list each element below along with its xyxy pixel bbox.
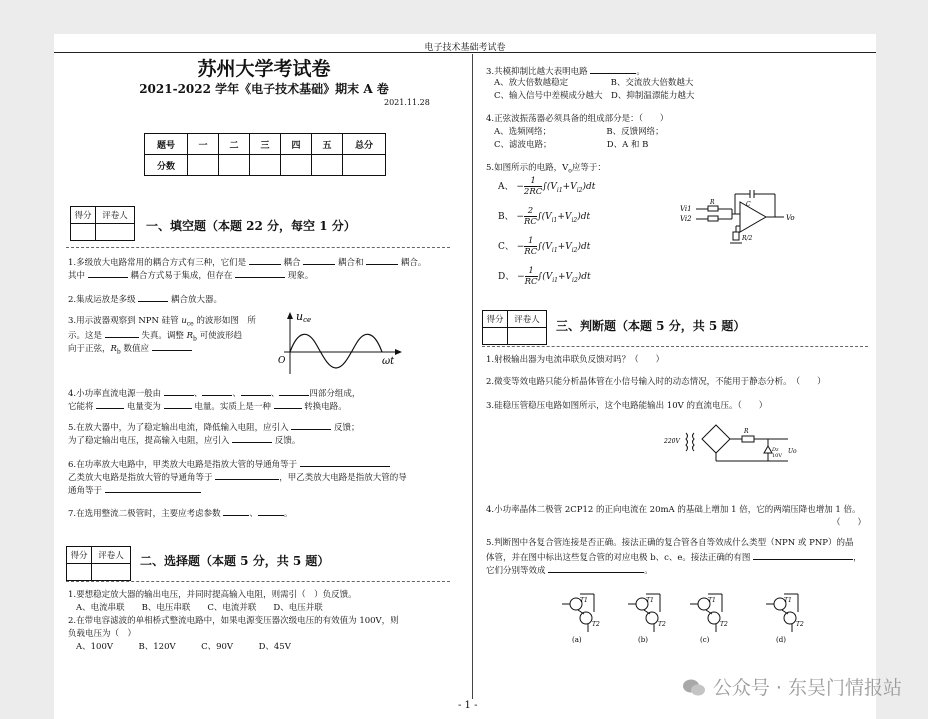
t2-label: T2 <box>592 621 600 628</box>
blank <box>303 255 335 265</box>
q-text: 它能将 <box>68 402 94 412</box>
q-text: 转换电路。 <box>304 402 347 412</box>
zener-voltage-label: 10V <box>772 453 782 459</box>
q-subscript: o <box>568 167 572 175</box>
waveform-curve <box>290 334 382 368</box>
score-header-cell: 一 <box>188 134 219 155</box>
figure-a-caption: (a) <box>572 636 582 644</box>
grader-box <box>70 206 135 241</box>
score-cell <box>219 155 250 176</box>
exam-date: 2021.11.28 <box>384 98 430 107</box>
q-text: 数值应 <box>120 344 149 354</box>
score-cell <box>343 155 386 176</box>
section-separator <box>66 247 450 248</box>
grader-score-label: 得分 <box>71 207 96 224</box>
fraction <box>525 266 538 287</box>
q-text: ， <box>853 553 862 563</box>
q-text: 5.在放大器中，为了稳定输出电流，降低输入电阻，应引入 <box>68 423 289 433</box>
q-text: 电量变为 <box>126 402 161 412</box>
choice-q3 <box>486 64 645 78</box>
arrow-icon <box>395 349 402 355</box>
q-text: 耦合放大器。 <box>171 295 223 305</box>
q-text: 、 <box>232 389 241 399</box>
subscript: i1 <box>552 276 558 284</box>
q-text: 耦合 <box>283 258 301 268</box>
grader-name-label: 评卷人 <box>96 207 135 224</box>
fill-q4-line1 <box>68 386 360 400</box>
watermark-text: 公众号 · 东吴门情报站 <box>712 676 902 699</box>
grader-score-label: 得分 <box>67 547 92 564</box>
opamp-symbol <box>740 202 766 232</box>
judge-q2: 2.微变等效电路只能分析晶体管在小信号输入时的动态情况，不能用于静态分析。 （ ） <box>486 377 826 387</box>
option-label: A、 <box>498 182 514 192</box>
q-subscript: b <box>116 348 121 356</box>
bridge-rectifier <box>702 425 730 453</box>
choice-q3-ab: A、放大倍数越稳定 B、交流放大倍数越大 <box>494 78 694 88</box>
blank <box>96 399 124 409</box>
integral-text: )dt <box>577 242 591 252</box>
option-a-formula: A、 − $\frac{1}{2RC}$ $\int(V_{i1}+V_{i2})dt$ <box>498 176 596 197</box>
q-symbol: R <box>186 331 194 341</box>
q-text: 2.集成运放是多级 <box>68 295 136 305</box>
score-cell <box>281 155 312 176</box>
subscript: i1 <box>551 246 558 254</box>
wechat-icon <box>681 675 707 701</box>
watermark <box>681 673 902 702</box>
running-header: 电子技术基础考试卷 <box>424 43 506 53</box>
grader-name-label: 评卷人 <box>92 547 131 564</box>
q-text: 失真。调整 <box>141 331 187 341</box>
column-divider <box>472 54 473 699</box>
grader-cell <box>483 328 508 345</box>
subscript: i1 <box>551 216 558 224</box>
q-text: 向于正弦， <box>68 344 111 354</box>
score-header-cell: 二 <box>219 134 250 155</box>
transformer-primary <box>686 433 688 451</box>
t2-label: T2 <box>658 621 666 628</box>
resistor <box>708 206 718 211</box>
subscript: i2 <box>571 216 578 224</box>
wave-x-label: ωt <box>382 356 395 367</box>
integral-text: +V <box>557 272 573 282</box>
choice-q2-line1: 2.在带电容滤波的单相桥式整流电路中，如果电源变压器次级电压的有效值为 100V，则 <box>68 616 399 626</box>
q-text: 7.在选用整流二极管时，主要应考虑参数 <box>68 509 221 519</box>
blank <box>590 64 636 74</box>
fill-q5-line2 <box>68 433 300 447</box>
numerator: 1 <box>525 266 538 277</box>
blank <box>235 268 285 278</box>
zener-diode <box>764 446 772 453</box>
score-cell <box>312 155 343 176</box>
choice-q2-line2: 负载电压为（ ） <box>68 629 137 639</box>
q-text: 为了稳定输出电压，提高输入电阻，应引入 <box>68 436 230 446</box>
figure-a <box>562 594 600 644</box>
denominator: RC <box>524 217 537 227</box>
r2-label: R/2 <box>742 235 753 242</box>
denominator: RC <box>524 247 538 257</box>
blank <box>291 420 331 430</box>
fill-q1-line1 <box>68 255 426 269</box>
judge-q4: 4.小功率晶体二极管 2CP12 的正向电流在 20mA 的基础上增加 1 倍，它的两端压降也增加 1 倍。 <box>486 505 861 515</box>
fraction <box>524 206 537 227</box>
subscript: i2 <box>572 276 578 284</box>
wire <box>644 610 650 614</box>
fill-q6-line3 <box>68 483 201 497</box>
grader-score-label: 得分 <box>483 311 508 328</box>
q-symbol: u <box>181 316 187 326</box>
q-text: 、 <box>270 389 280 399</box>
judge-q1: 1.射极输出器为电流串联负反馈对吗？（ ） <box>486 355 665 365</box>
grader-name-label: 评卷人 <box>508 311 547 328</box>
q-text: 可使波形趋 <box>196 331 243 341</box>
uce-waveform-figure <box>276 310 404 376</box>
score-header-cell: 三 <box>250 134 281 155</box>
uo-label: Uo <box>788 448 797 455</box>
fill-q4-line2 <box>68 399 347 413</box>
exam-subtitle: 2021-2022 学年《电子技术基础》期末 A 卷 <box>139 82 389 96</box>
subscript: i2 <box>576 186 583 194</box>
blank <box>215 470 279 480</box>
integral-text: ∫(V <box>537 242 552 252</box>
transformer-secondary <box>693 433 695 451</box>
q-text: 电量。实质上是一种 <box>194 402 271 412</box>
blank <box>548 563 644 573</box>
compound-transistor-figures <box>554 590 814 644</box>
t1-label: T1 <box>784 597 792 604</box>
transistor-t2 <box>784 612 796 624</box>
blank <box>753 550 853 560</box>
integral-text: ∫(V <box>536 212 552 222</box>
choice-q3-cd: C、输入信号中差模成分越大 D、抑制温漂能力越大 <box>494 91 695 101</box>
fraction <box>524 176 542 197</box>
q-text: 5.如图所示的电路，V <box>486 163 569 173</box>
score-table <box>144 133 386 176</box>
section-separator <box>482 346 868 347</box>
blank <box>164 386 194 396</box>
vi1-label: Vi1 <box>680 205 692 213</box>
score-header-cell: 题号 <box>145 134 188 155</box>
score-cell <box>188 155 219 176</box>
q-text: 、 <box>249 509 258 519</box>
judge-q3: 3.硅稳压管稳压电路如图所示，这个电路能输出 10V 的直流电压。（ ） <box>486 401 768 411</box>
integral-text: +V <box>562 182 577 192</box>
blank <box>152 341 192 351</box>
grader-cell <box>96 224 135 241</box>
c-label: C <box>746 201 751 208</box>
grader-box <box>66 546 131 581</box>
fill-q7 <box>68 506 292 520</box>
grader-cell <box>92 564 131 581</box>
fill-q1-line2 <box>68 268 313 282</box>
figure-b-caption: (b) <box>638 636 648 644</box>
figure-d-caption: (d) <box>776 636 786 644</box>
fill-q3-line3 <box>68 341 192 359</box>
score-header-cell: 五 <box>312 134 343 155</box>
t1-label: T1 <box>708 597 716 604</box>
q-text: 。 <box>636 67 645 77</box>
q-text: 现象。 <box>287 271 314 281</box>
fill-q6-line1 <box>68 457 390 471</box>
option-d-formula: D、 − $\frac{1}{RC}$ $\int(V_{i1}+V_{i2})dt$ <box>498 266 591 287</box>
choice-q2-options: A、100V B、120V C、90V D、45V <box>76 642 291 652</box>
q-text: 它们分别等效成 <box>486 566 546 576</box>
arrow-icon <box>287 312 293 319</box>
judge-q5-line2 <box>486 550 862 564</box>
integral-text: ∫(V <box>542 182 557 192</box>
t1-label: T1 <box>580 597 588 604</box>
blank <box>241 386 271 396</box>
numerator: 2 <box>524 206 537 217</box>
ac-input-label: 220V <box>664 438 680 445</box>
grader-cell <box>71 224 96 241</box>
wave-y-subscript: ce <box>303 316 312 324</box>
blank <box>164 399 192 409</box>
blank <box>88 268 128 278</box>
score-cell <box>250 155 281 176</box>
q-text: ，甲乙类放大电路是指放大管的导 <box>279 473 407 483</box>
section3-heading: 三、判断题（本题 5 分，共 5 题） <box>556 319 746 333</box>
figure-d <box>766 594 804 644</box>
vo-label: Vo <box>786 214 795 222</box>
transistor-t2 <box>708 612 720 624</box>
wave-y-symbol: u <box>296 310 304 323</box>
integral-text: +V <box>557 242 572 252</box>
q-text: 其中 <box>68 271 86 281</box>
q-text: 体管，并在图中标出这些复合管的对应电极 b、c、e。接法正确的有图 <box>486 553 751 563</box>
t1-label: T1 <box>646 597 654 604</box>
choice-q1-options: A、电流串联 B、电压串联 C、电流并联 D、电压并联 <box>76 603 323 613</box>
denominator: RC <box>524 277 538 287</box>
blank <box>223 506 249 516</box>
resistor <box>742 436 754 442</box>
blank <box>138 292 168 302</box>
integral-text: )dt <box>577 212 591 222</box>
figure-b <box>628 594 666 644</box>
figure-c-caption: (c) <box>700 636 710 644</box>
resistor <box>708 216 718 221</box>
q-text: 。 <box>283 509 293 519</box>
section-separator <box>66 581 450 582</box>
exam-page <box>54 34 876 719</box>
transistor-t2 <box>646 612 658 624</box>
r-label: R <box>710 199 715 206</box>
judge-q4-paren: （ ） <box>832 518 867 528</box>
denominator: 2RC <box>523 187 543 197</box>
option-c-formula: C、 − $\frac{1}{RC}$ $\int(V_{i1}+V_{i2})dt$ <box>498 236 591 257</box>
wire <box>782 610 788 614</box>
q-text: 反馈。 <box>274 436 301 446</box>
wave-origin-label: O <box>278 356 286 366</box>
option-label: D、 <box>498 272 515 282</box>
t2-label: T2 <box>796 621 804 628</box>
figure-c <box>690 594 728 644</box>
q-subscript: b <box>193 335 197 343</box>
q-subscript: ce <box>186 320 194 328</box>
judge-q5-line3 <box>486 563 653 577</box>
q-text: 四部分组成， <box>309 389 361 399</box>
numerator: 1 <box>524 176 542 187</box>
q-text: 4.小功率直流电源一般由 <box>68 389 162 399</box>
blank <box>232 433 272 443</box>
q-text: 乙类放大电路是指放大管的导通角等于 <box>68 473 213 483</box>
subscript: i2 <box>571 246 578 254</box>
transistor-t2 <box>580 612 592 624</box>
choice-q4-cd: C、滤波电路； D、A 和 B <box>494 140 649 150</box>
fraction <box>524 236 537 257</box>
q-text: 反馈； <box>334 423 360 433</box>
grader-cell <box>67 564 92 581</box>
t2-label: T2 <box>720 621 728 628</box>
wire <box>706 610 712 614</box>
section1-heading: 一、填空题（本题 22 分，每空 1 分） <box>146 219 356 233</box>
resistor <box>733 232 739 240</box>
q-text: 1.多级放大电路常用的耦合方式有三种，它们是 <box>68 258 247 268</box>
grader-box <box>482 310 547 345</box>
integral-text: +V <box>557 212 572 222</box>
fill-q5-line1 <box>68 420 360 434</box>
score-row-label: 分数 <box>145 155 188 176</box>
dz-label: Dz <box>772 447 779 453</box>
blank <box>279 386 309 396</box>
blank <box>202 386 232 396</box>
header-rule <box>54 52 876 53</box>
numerator: 1 <box>524 236 537 247</box>
q-text: 耦合。 <box>400 258 427 268</box>
grader-cell <box>508 328 547 345</box>
integrator-circuit <box>680 186 802 248</box>
choice-q4: 4.正弦波振荡器必须具备的组成部分是：（ ） <box>486 114 669 124</box>
q-text: 耦合和 <box>337 258 364 268</box>
integral-text: )dt <box>577 272 591 282</box>
q-text: 通角等于 <box>68 486 103 496</box>
wire <box>578 610 584 614</box>
zener-regulator-circuit <box>664 419 800 471</box>
section2-heading: 二、选择题（本题 5 分，共 5 题） <box>140 554 330 568</box>
fill-q6-line2 <box>68 470 407 484</box>
q-text: 3.用示波器观察到 NPN 硅管 <box>68 316 182 326</box>
zener-r-label: R <box>744 428 749 435</box>
page-number: - 1 - <box>458 700 478 711</box>
score-header-cell: 总分 <box>343 134 386 155</box>
judge-q5-line1: 5.判断图中各复合管连接是否正确。接法正确的复合管各自等效成什么类型（NPN 或 PNP）的晶 <box>486 538 854 548</box>
score-header-cell: 四 <box>281 134 312 155</box>
option-label: C、 <box>498 242 514 252</box>
q-text: 、 <box>193 389 203 399</box>
q-text: 的波形如图 所 <box>193 316 256 326</box>
choice-q1: 1.要想稳定放大器的输出电压，并同时提高输入电阻，则需引（ ）负反馈。 <box>68 590 357 600</box>
wave-y-label <box>296 310 311 324</box>
blank <box>249 255 281 265</box>
blank <box>300 457 390 467</box>
q-text: 应等于： <box>571 163 606 173</box>
subscript: i1 <box>556 186 563 194</box>
q-symbol: R <box>110 344 117 354</box>
option-b-formula: B、 − $\frac{2}{RC}$ $\int(V_{i1}+V_{i2})dt$ <box>498 206 591 227</box>
blank <box>366 255 398 265</box>
blank <box>105 328 139 338</box>
choice-q4-ab: A、选频网络； B、反馈网络； <box>494 127 664 137</box>
q-text: 耦合方式易于集成，但存在 <box>130 271 233 281</box>
integral-text: )dt <box>582 182 596 192</box>
option-label: B、 <box>498 212 514 222</box>
integral-text: ∫(V <box>537 272 553 282</box>
q-text: 。 <box>644 566 653 576</box>
vi2-label: Vi2 <box>680 215 692 223</box>
q-text: 6.在功率放大电路中，甲类放大电路是指放大管的导通角等于 <box>68 460 298 470</box>
q-text: 示。这是 <box>68 331 103 341</box>
fill-q2 <box>68 292 222 306</box>
blank <box>105 483 201 493</box>
blank <box>258 506 284 516</box>
university-title: 苏州大学考试卷 <box>197 58 331 80</box>
blank <box>274 399 302 409</box>
q-text: 3.共模抑制比越大表明电路 <box>486 67 588 77</box>
